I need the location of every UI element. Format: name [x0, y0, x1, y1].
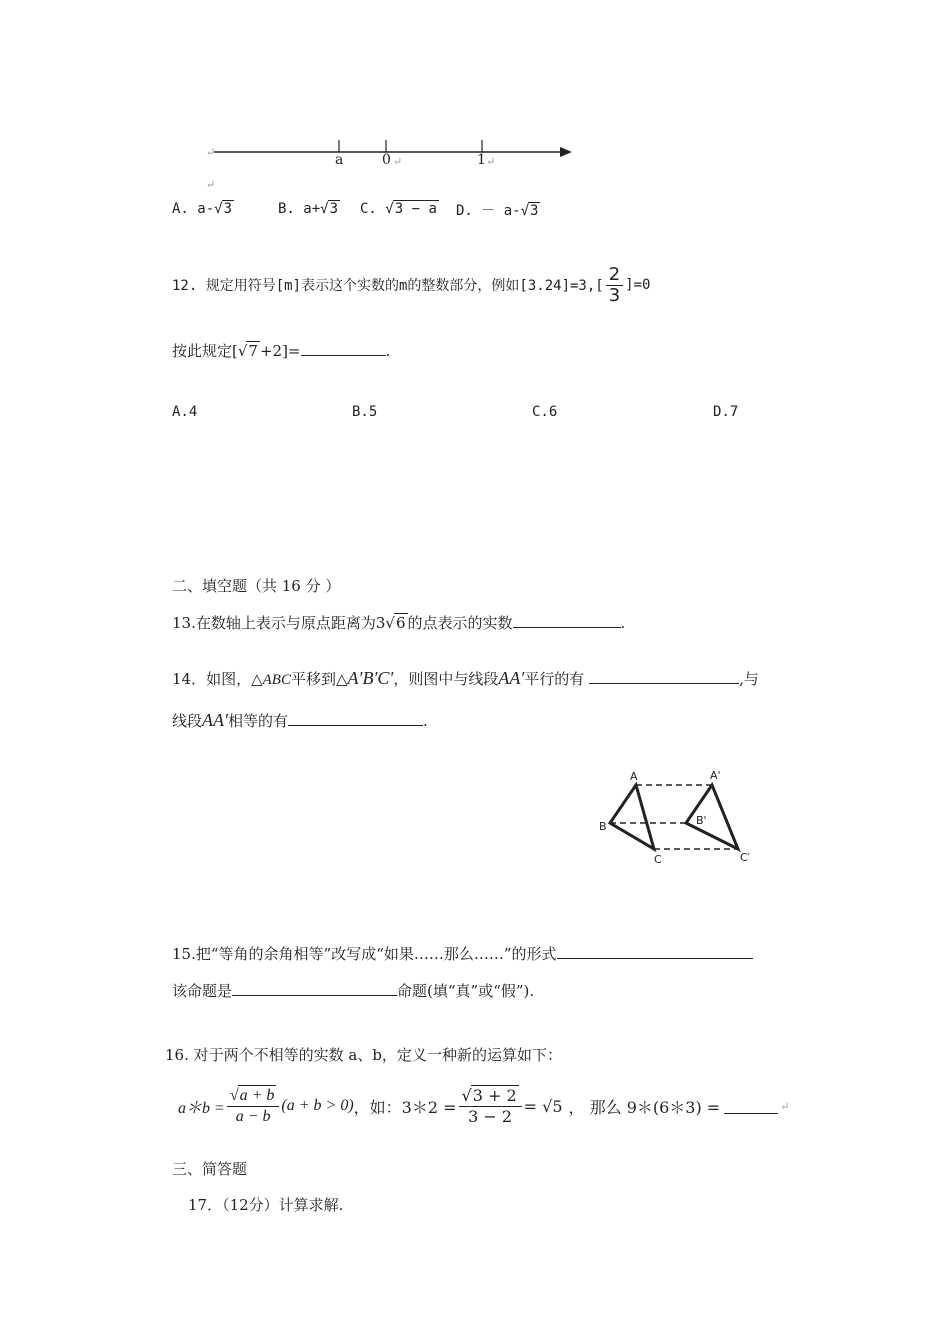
question-14: 14．如图，△ABC平移到△A′B′C′，则图中与线段AA′平行的有 ,与 — [172, 668, 759, 688]
q12-option-a: A.4 — [172, 404, 198, 420]
answer-blank[interactable] — [288, 711, 423, 726]
vertex-label-b-prime: B' — [696, 814, 707, 827]
question-16: 16. 对于两个不相等的实数 a、b，定义一种新的运算如下： — [165, 1046, 562, 1064]
radicand: 3 — [223, 201, 233, 217]
question-15: 15.把“等角的余角相等”改写成“如果……那么……”的形式 — [172, 943, 753, 964]
answer-blank[interactable] — [232, 981, 397, 996]
q11-option-d: D. － a-√3 — [456, 203, 539, 219]
q11-option-a: A. a-√3 — [172, 201, 233, 217]
answer-blank[interactable] — [513, 613, 621, 628]
number-line-label-a: a — [335, 152, 344, 168]
fraction: $\frac{2}{3}$ — [606, 265, 623, 306]
paragraph-mark-icon: ↵ — [206, 146, 216, 159]
vertex-label-c-prime: C′ — [740, 851, 751, 864]
vertex-label-a: A — [630, 770, 638, 783]
paragraph-mark-icon: ↵ — [206, 178, 216, 191]
fraction: $\frac{√3 + 2}{3 - 2}$ — [459, 1085, 522, 1127]
section-2-title: 二、填空题（共 16 分 ） — [172, 577, 341, 595]
question-16-formula: a＊b = $\frac{√a + b}{a - b}$ (a + b > 0) ，如：3＊2 = $\frac{√3 + 2}{3 - 2}$ = √5 ， 那么 9＊(6＊3) = ↵ — [178, 1086, 790, 1126]
radicand: 6 — [395, 614, 406, 632]
radicand: 7 — [248, 342, 258, 360]
paragraph-mark-icon: ↵ — [780, 1099, 790, 1113]
radicand: 3 — [329, 201, 339, 217]
q11-option-b: B. a+√3 — [278, 201, 339, 217]
q12-option-b: B.5 — [352, 404, 378, 420]
q11-option-c: C. √3 − a — [360, 201, 437, 217]
number-line-label-0: 0 — [382, 152, 391, 168]
answer-blank[interactable] — [301, 341, 386, 356]
section-3-title: 三、简答题 — [172, 1160, 248, 1178]
vertex-label-a-prime: A' — [710, 769, 721, 782]
question-17: 17．（12分）计算求解. — [188, 1196, 344, 1214]
q12-option-d: D.7 — [713, 404, 739, 420]
paragraph-mark-icon: ↵ — [486, 155, 496, 168]
answer-blank[interactable] — [724, 1099, 778, 1114]
paragraph-mark-icon: ↵ — [393, 155, 403, 168]
question-13: 13.在数轴上表示与原点距离为3√6 的点表示的实数 . — [172, 614, 626, 632]
question-12-line2: 按此规定[√7 +2]= . — [172, 342, 391, 360]
radicand: 3 − a — [394, 201, 437, 217]
radicand: 3 — [530, 203, 539, 219]
vertex-label-c: C — [654, 853, 662, 866]
answer-blank[interactable] — [557, 944, 753, 959]
number-line-label-1: 1 — [477, 152, 486, 168]
question-12: 12. 规定用符号[m]表示这个实数的m的整数部分，例如[3.24]=3,[ $\frac{2}{3}$ ]=0 — [172, 263, 651, 306]
answer-blank[interactable] — [589, 669, 739, 684]
question-15-line2: 该命题是 命题(填“真”或“假”). — [172, 982, 535, 1000]
fraction: $\frac{√a + b}{a - b}$ — [227, 1085, 280, 1127]
q12-option-c: C.6 — [532, 404, 558, 420]
question-14-line2: 线段AA′相等的有 . — [172, 710, 428, 730]
vertex-label-b: B — [599, 820, 607, 833]
